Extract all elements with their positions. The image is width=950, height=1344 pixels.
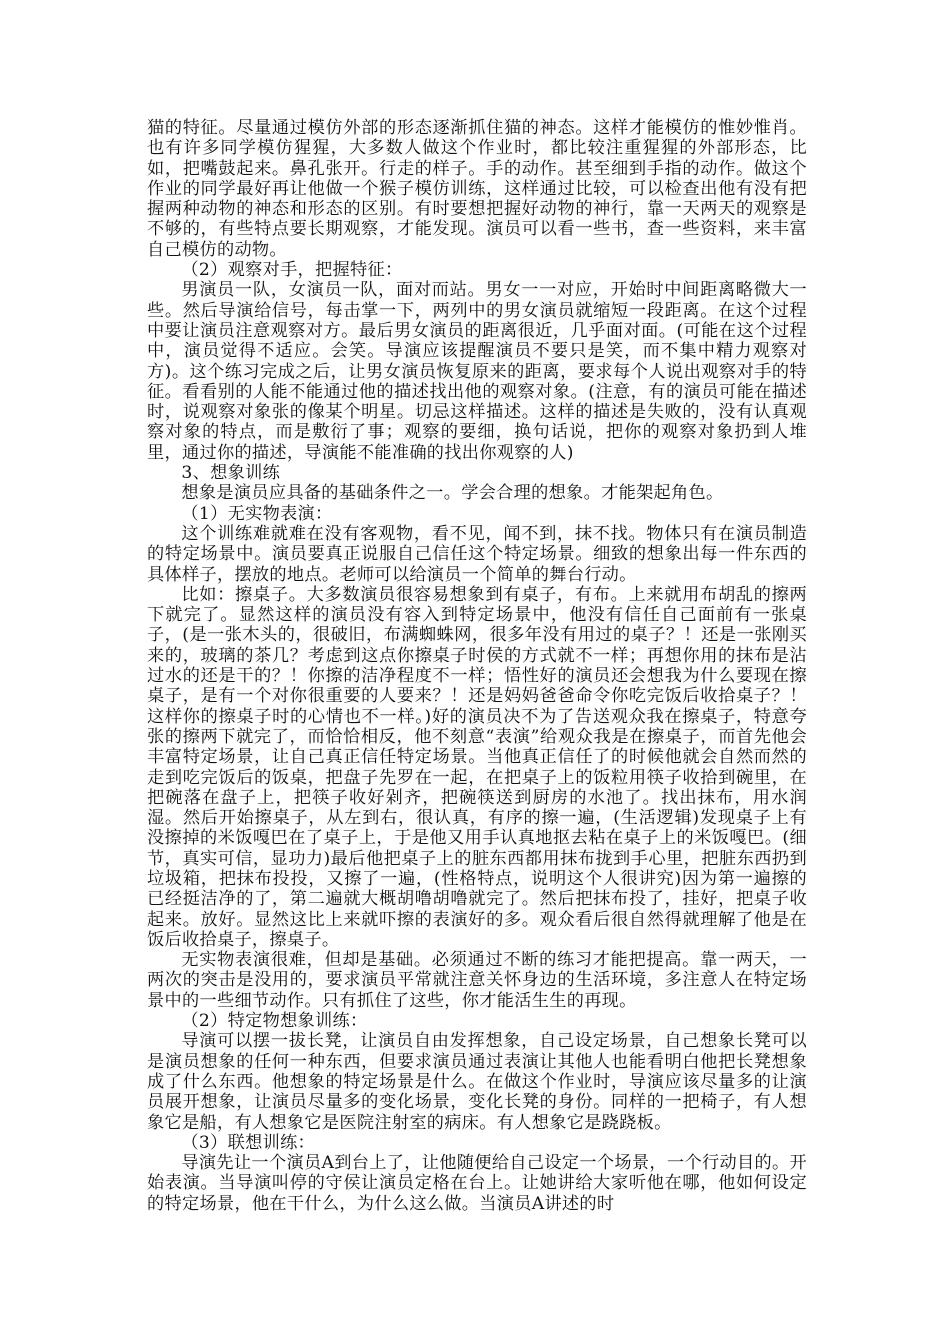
paragraph: 猫的特征。尽量通过模仿外部的形态逐渐抓住猫的神态。这样才能模仿的惟妙惟肖。也有许多同学模仿猩猩，大多数人做这个作业时，都比较注重猩猩的外部形态，比如，把嘴鼓起来。鼻孔张开。行走的样子。手的动作。甚至细到手指的动作。做这个作业的同学最好再让他做一个猴子模仿训练，这样通过比较，可以检查出他有没有把握两种动物的神态和形态的区别。有时要想把握好动物的神行，靠一天两天的观察是不够的，有些特点要长期观察，才能发现。演员可以看一些书，查一些资料，来丰富自己模仿的动物。 (147, 118, 807, 260)
document-body (147, 118, 807, 1214)
section-heading: （2）观察对手，把握特征： (181, 260, 403, 281)
section-heading: 3、想象训练 (181, 463, 281, 484)
section-heading: （1）无实物表演： (181, 503, 333, 524)
paragraph: 想象是演员应具备的基础条件之一。学会合理的想象。才能架起角色。 (181, 483, 724, 504)
section-heading: （2）特定物想象训练： (181, 1011, 368, 1032)
paragraph: 这个训练难就难在没有客观物，看不见，闻不到，抹不找。物体只有在演员制造的特定场景中。演员要真正说服自己信任这个特定场景。细致的想象出每一件东西的具体样子，摆放的地点。老师可以给演员一个简单的舞台行动。 (147, 523, 807, 585)
paragraph: 导演可以摆一拔长凳，让演员自由发挥想象，自己设定场景，自己想象长凳可以是演员想象的任何一种东西，但要求演员通过表演让其他人也能看明白他把长凳想象成了什么东西。他想象的特定场景是什么。在做这个作业时，导演应该尽量多的让演员展开想象，让演员尽量多的变化场景，变化长凳的身份。同样的一把椅子，有人想象它是船，有人想象它是医院注射室的病床。有人想象它是跷跷板。 (147, 1031, 807, 1133)
section-heading: （3）联想训练： (181, 1132, 316, 1153)
paragraph: 男演员一队，女演员一队，面对而站。男女一一对应，开始时中间距离略微大一些。然后导演给信号，每击掌一下，两列中的男女演员就缩短一段距离。在这个过程中要让演员注意观察对方。最后男女演员的距离很近，几乎面对面。(可能在这个过程中，演员觉得不适应。会笑。导演应该提醒演员不要只是笑，而不集中精力观察对方)。这个练习完成之后，让男女演员恢复原来的距离，要求每个人说出观察对手的特征。看看别的人能不能通过他的描述找出他的观察对象。(注意，有的演员可能在描述时，说观察对象张的像某个明星。切忌这样描述。这样的描述是失败的，没有认真观察对象的特点，而是敷衍了事；观察的要细，换句话说，把你的观察对象扔到人堆里，通过你的描述，导演能不能准确的找出你观察的人) (147, 280, 807, 463)
paragraph: 无实物表演很难，但却是基础。必须通过不断的练习才能把提高。靠一两天，一两次的突击是没用的，要求演员平常就注意关怀身边的生活环境，多注意人在特定场景中的一些细节动作。只有抓住了这些，你才能活生生的再现。 (147, 950, 807, 1011)
paragraph: 导演先让一个演员A到台上了，让他随便给自己设定一个场景，一个行动目的。开始表演。当导演叫停的守侯让演员定格在台上。让她讲给大家听他在哪，他如何设定的特定场景，他在干什么，为什么这么做。当演员A讲述的时 (147, 1153, 807, 1214)
paragraph: 比如：擦桌子。大多数演员很容易想象到有桌子，有布。上来就用布胡乱的擦两下就完了。显然这样的演员没有容入到特定场景中，他没有信任自己面前有一张桌子，(是一张木头的，很破旧，布满蜘蛛网，很多年没有用过的桌子？！还是一张刚买来的，玻璃的茶几？考虑到这点你擦桌子时侯的方式就不一样；再想你用的抹布是沾过水的还是干的？！你擦的洁净程度不一样；悟性好的演员还会想我为什么要现在擦桌子，是有一个对你很重要的人要来？！还是妈妈爸爸命令你吃完饭后收拾桌子？！这样你的擦桌子时的心情也不一样。)好的演员决不为了告送观众我在擦桌子，特意夸张的擦两下就完了，而恰恰相反，他不刻意“表演”给观众我是在擦桌子，而首先他会丰富特定场景，让自己真正信任特定场景。当他真正信任了的时候他就会自然而然的走到吃完饭后的饭桌，把盘子先罗在一起，在把桌子上的饭粒用筷子收拾到碗里，在把碗落在盘子上，把筷子收好剁齐，把碗筷送到厨房的水池了。找出抹布，用水润湿。然后开始擦桌子，从左到右，很认真，有序的擦一遍，(生活逻辑)发现桌子上有没擦掉的米饭嘎巴在了桌子上，于是他又用手认真地抠去粘在桌子上的米饭嘎巴。(细节，真实可信，显功力)最后他把桌子上的脏东西都用抹布拢到手心里，把脏东西扔到垃圾箱，把抹布投投，又擦了一遍，(性格特点，说明这个人很讲究)因为第一遍擦的已经挺洁净的了，第二遍就大概胡噜胡噜就完了。然后把抹布投了，挂好，把桌子收起来。放好。显然这比上来就吓擦的表演好的多。观众看后很自然得就理解了他是在饭后收拾桌子，擦桌子。 (147, 584, 807, 950)
